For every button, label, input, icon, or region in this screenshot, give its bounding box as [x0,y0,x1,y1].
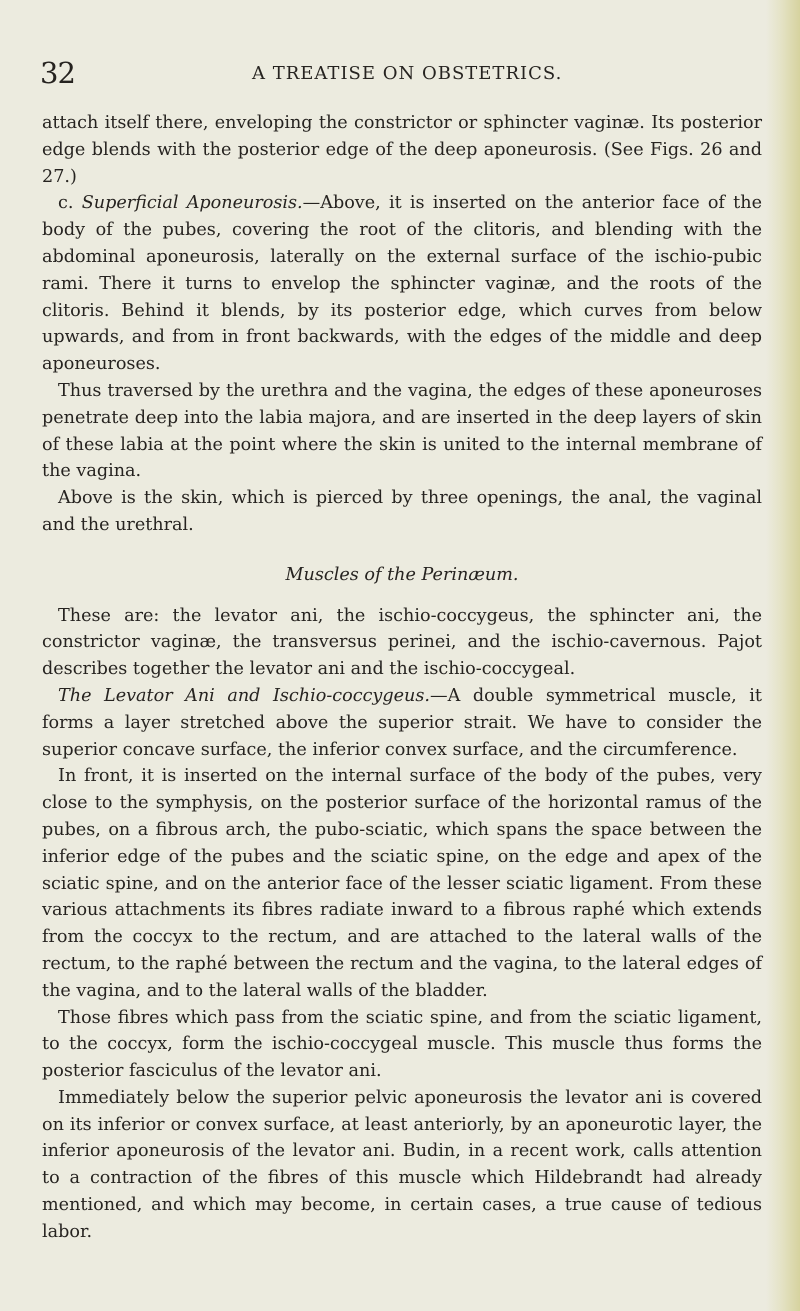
paragraph: Thus traversed by the urethra and the vagina, the edges of these aponeuroses penetrate deep into the labia majora, and are inserted in the deep layers of skin of these labia at the point where the skin is united to the internal membrane of the vagina. [42,380,762,482]
paragraph: Immediately below the superior pelvic aponeurosis the levator ani is covered on its inferior or convex surface, at least anteriorly, by an aponeurotic layer, the inferior aponeurosis of the levator ani. Budin, in a recent work, calls attention to a contraction of the fibres of this muscle which Hildebrandt had already mentioned, and which may become, in certain cases, a true cause of tedious labor. [42,1087,762,1242]
paragraph: These are: the levator ani, the ischio-coccygeus, the sphincter ani, the constrictor vaginæ, the transversus perinei, and the ischio-cavernous. Pajot describes together the levator ani and the ischio-coccygeal. [42,605,762,680]
running-head: A TREATISE ON OBSTETRICS. [252,63,563,84]
paragraph-text: —Above, it is inserted on the anterior face of the body of the pubes, covering the root of the clitoris, and blending with the abdominal aponeurosis, laterally on the external surface of the ischio-pubic rami. There it turns to envelop the sphincter vaginæ, and the roots of the clitoris. Behind it blends, by its posterior edge, which curves from below upwards, and from in front backwards, with the edges of the middle and deep aponeuroses. [42,193,762,375]
paragraph: In front, it is inserted on the internal surface of the body of the pubes, very close to the symphysis, on the posterior surface of the horizontal ramus of the pubes, on a fibrous arch, the pubo-sciatic, which spans the space between the inferior edge of the pubes and the sciatic spine, on the edge and apex of the sciatic spine, and on the anterior face of the lesser sciatic ligament. From these various attachments its fibres radiate inward to a fibrous raphé which extends from the coccyx to the rectum, and are attached to the lateral walls of the rectum, to the raphé between the rectum and the vagina, to the lateral edges of the vagina, and to the lateral walls of the bladder. [42,766,762,1001]
paragraph: Above is the skin, which is pierced by three openings, the anal, the vaginal and the urethral. [42,488,762,535]
paragraph-levator-ani [42,683,762,763]
page-header [40,53,760,93]
paragraph: attach itself there, enveloping the constrictor or sphincter vaginæ. Its posterior edge blends with the posterior edge of the deep aponeurosis. (See Figs. 26 and 27.) [42,113,762,187]
paragraph: Those fibres which pass from the sciatic spine, and from the sciatic ligament, to the coccyx, form the ischio-coccygeal muscle. This muscle thus forms the posterior fasciculus of the levator ani. [42,1007,762,1082]
paragraph-term: The Levator Ani and Ischio-coccygeus. [58,685,431,706]
paragraph-text: —A double symmetrical muscle, it forms a layer stretched above the superior strait. We have to consider the superior concave surface, the inferior convex surface, and the circumference. [42,685,762,760]
body-text [42,110,762,1246]
list-marker: c. [58,193,74,214]
section-heading: Muscles of the Perinæum. [285,564,519,585]
paragraph-superficial-aponeurosis [42,190,762,378]
page-number: 32 [40,56,75,90]
page-edge-shadow [766,0,800,1311]
paragraph-term: Superficial Aponeurosis. [81,193,303,214]
